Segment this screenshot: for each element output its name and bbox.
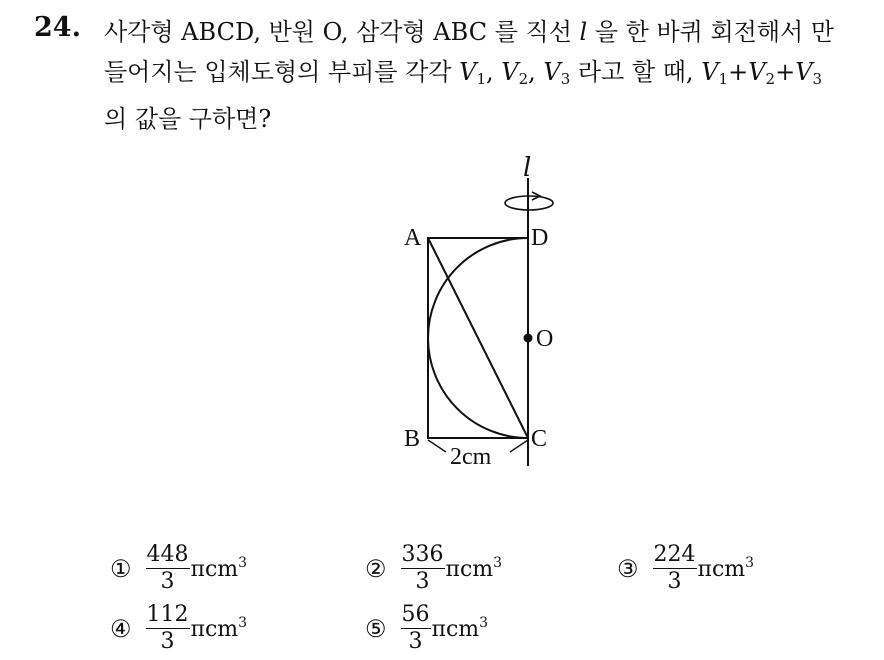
fraction-denominator: 3: [667, 569, 682, 594]
unit-text: πcm: [190, 617, 239, 642]
choice-mark: ①: [110, 554, 132, 583]
line-l-symbol: l: [579, 18, 588, 46]
dimension-marker-right: [510, 440, 528, 452]
choice-5[interactable]: [365, 603, 488, 654]
v2-subscript: 2: [518, 70, 529, 88]
label-c: C: [531, 426, 548, 452]
comma: ,: [528, 58, 544, 86]
sum-v3: V: [795, 58, 813, 86]
question-text-segment: 라고 할 때,: [570, 58, 702, 86]
v1-symbol: V: [459, 58, 477, 86]
question-line-3: 의 값을 구하면?: [104, 105, 272, 133]
unit-text: πcm: [697, 557, 746, 582]
choice-unit: [698, 555, 755, 582]
sum-v3-subscript: 3: [812, 70, 823, 88]
choice-1[interactable]: [110, 543, 247, 594]
fraction-denominator: 3: [408, 629, 423, 654]
sum-v2: V: [748, 58, 766, 86]
fraction-denominator: 3: [415, 569, 430, 594]
choice-mark: ③: [617, 554, 639, 583]
plus-sign: +: [775, 58, 796, 86]
v3-subscript: 3: [560, 70, 571, 88]
plus-sign: +: [728, 58, 749, 86]
sum-v1: V: [701, 58, 719, 86]
choice-mark: ②: [365, 554, 387, 583]
fraction-numerator: 112: [146, 602, 189, 627]
diagonal-ac: [428, 238, 528, 438]
dimension-marker-left: [428, 440, 446, 452]
question-number: 24.: [34, 12, 81, 43]
question-text-segment: 사각형 ABCD, 반원 O, 삼각형 ABC 를 직선: [104, 18, 580, 46]
center-point-o: [524, 334, 533, 343]
choice-fraction: [653, 543, 697, 594]
geometry-figure: [380, 150, 600, 480]
unit-exponent: 3: [238, 555, 248, 571]
sum-v2-subscript: 2: [765, 70, 776, 88]
unit-text: πcm: [445, 557, 494, 582]
choice-3[interactable]: [617, 543, 754, 594]
choice-fraction: [401, 543, 445, 594]
choice-fraction: [401, 603, 431, 654]
choice-fraction: [146, 543, 190, 594]
choice-fraction: [146, 603, 190, 654]
unit-text: πcm: [431, 617, 480, 642]
label-b: B: [404, 426, 421, 452]
question-line-2: [104, 52, 874, 99]
choice-2[interactable]: [365, 543, 502, 594]
unit-exponent: 3: [238, 615, 248, 631]
choice-4[interactable]: [110, 603, 247, 654]
label-o: O: [536, 326, 554, 352]
choice-unit: [191, 615, 248, 642]
v1-subscript: 1: [476, 70, 486, 88]
comma: ,: [485, 58, 502, 86]
question-text-segment: 을 한 바퀴 회전해서 만: [587, 18, 835, 46]
unit-text: πcm: [190, 557, 239, 582]
fraction-numerator: 336: [401, 542, 444, 567]
question-text: [104, 12, 874, 139]
unit-exponent: 3: [493, 555, 503, 571]
label-d: D: [531, 225, 549, 251]
choice-unit: [191, 555, 248, 582]
fraction-numerator: 56: [401, 602, 430, 627]
label-axis-l: l: [523, 153, 532, 183]
unit-exponent: 3: [745, 555, 755, 571]
label-a: A: [404, 225, 422, 251]
question-line-1: [104, 12, 874, 52]
choice-mark: ④: [110, 614, 132, 643]
label-dimension: 2cm: [450, 444, 492, 470]
v2-symbol: V: [501, 58, 519, 86]
v3-symbol: V: [543, 58, 561, 86]
sum-v1-subscript: 1: [718, 70, 729, 88]
unit-exponent: 3: [479, 615, 489, 631]
fraction-denominator: 3: [160, 569, 175, 594]
choice-unit: [446, 555, 503, 582]
fraction-denominator: 3: [160, 629, 175, 654]
fraction-numerator: 224: [653, 542, 696, 567]
choice-mark: ⑤: [365, 614, 387, 643]
question-text-segment: 들어지는 입체도형의 부피를 각각: [104, 58, 460, 86]
choice-unit: [432, 615, 489, 642]
fraction-numerator: 448: [146, 542, 189, 567]
